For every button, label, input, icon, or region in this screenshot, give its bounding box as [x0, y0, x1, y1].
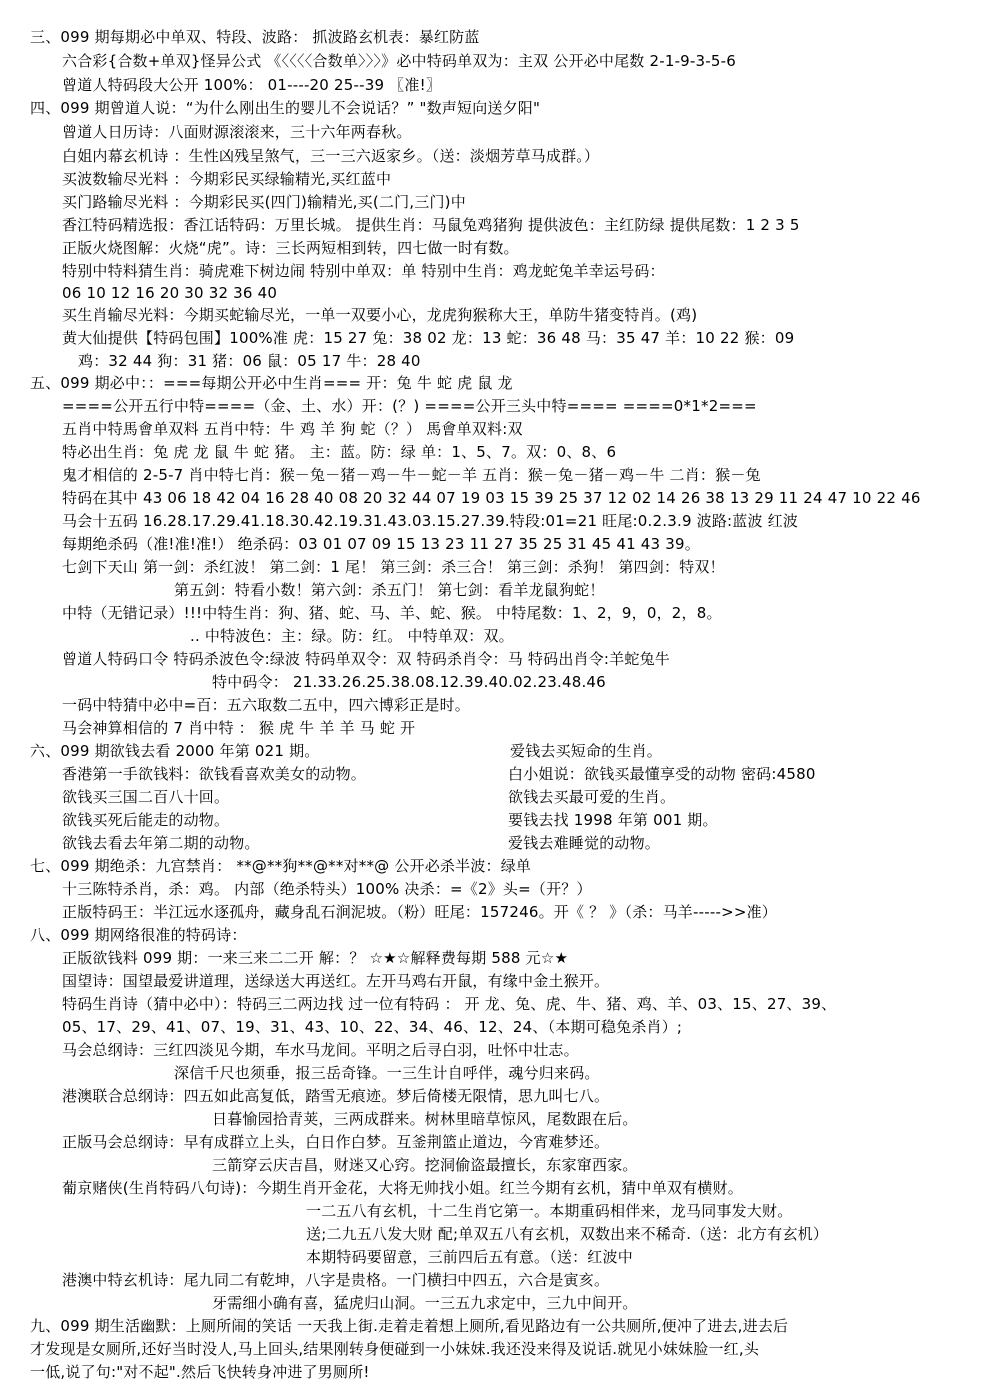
line: 一二五八有玄机，十二生肖它第一。本期重码相伴来，龙马同事发大财。 — [306, 1202, 793, 1220]
line: 六合彩{合数+单双}怪异公式 《〈〈〈〈合数单〉〉〉》必中特码单双为：主双 公开必中尾数 2-1-9-3-5-6 — [62, 52, 736, 70]
line: 曾道人特码段大公开 100%： 01----20 25--39 〖准!〗 — [62, 76, 441, 94]
line: 四、099 期曾道人说：“为什么刚出生的婴儿不会说话？” "数声短向送夕阳" — [30, 99, 541, 117]
line: 买生肖输尽光料：今期买蛇输尽光，一单一双要小心，龙虎狗猴称大王，单防牛猪变特肖。(鸡) — [62, 306, 698, 324]
line: 特中码令： 21.33.26.25.38.08.12.39.40.02.23.48.46 — [212, 673, 606, 691]
line: 六、099 期欲钱去看 2000 年第 021 期。 — [30, 742, 320, 760]
line: 三、099 期每期必中单双、特段、波路： 抓波路玄机表：暴红防蓝 — [30, 28, 480, 46]
line: 第五剑：特看小数！第六剑：杀五门！ 第七剑：看羊龙鼠狗蛇！ — [174, 581, 605, 599]
line: 日暮愉园拾青荚，三两成群来。树林里暗草惊风，尾数跟在后。 — [212, 1110, 638, 1128]
line: 才发现是女厕所,还好当时没人,马上回头,结果刚转身便碰到一小妹妹.我还没来得及说话.就见小妹妹脸一红,头 — [30, 1340, 760, 1358]
line: 要钱去找 1998 年第 001 期。 — [508, 811, 718, 829]
line: 十三陈特杀肖，杀：鸡。 内部（绝杀特头）100% 决杀：=《2》头=（开？） — [62, 880, 592, 898]
line: 特别中特料猜生肖：骑虎难下树边闹 特别中单双：单 特别中生肖：鸡龙蛇兔羊幸运号码： — [62, 262, 665, 280]
line: 正版特码王：半江远水逐孤舟，藏身乱石涧泥坡。（粉）旺尾：157246。开《 ？ 》（杀：马羊----->>准） — [62, 903, 778, 921]
line: 06 10 12 16 20 30 32 36 40 — [62, 284, 278, 302]
line: 送;二九五八发大财 配;单双五八有玄机，双数出来不稀奇.（送：北方有玄机） — [306, 1225, 829, 1243]
line: 本期特码要留意，三前四后五有意。（送：红波中 — [306, 1248, 633, 1266]
line: 七、099 期绝杀：九宫禁肖： **@**狗**@**对**@ 公开必杀半波：绿单 — [30, 857, 532, 875]
line: 买门路输尽光料 ：今期彩民买(四门)输精光,买(二门,三门)中 — [62, 193, 466, 211]
line: 香江特码精选报：香江话特码：万里长城。 提供生肖：马鼠兔鸡猪狗 提供波色：主红防绿 提供尾数：1 2 3 5 — [62, 216, 800, 234]
line: 七剑下天山 第一剑：杀红波！ 第二剑：1 尾！ 第三剑：杀三合！ 第三剑：杀狗！ 第四剑：特双！ — [62, 558, 725, 576]
line: 正版火烧图解：火烧“虎”。诗：三长两短相到转，四七做一时有数。 — [62, 239, 519, 257]
line: 八、099 期网络很准的特码诗： — [30, 926, 247, 944]
line: 正版欲钱料 099 期：一来三来二二开 解：？ ☆★☆解释费每期 588 元☆★ — [62, 949, 569, 967]
line: 一码中特猜中必中=百：五六取数二五中，四六博彩正是时。 — [62, 696, 470, 714]
line: 特必出生肖：兔 虎 龙 鼠 牛 蛇 猪。 主：蓝。防：绿 单：1、5、7。双：0、8、6 — [62, 443, 617, 461]
line: 马会十五码 16.28.17.29.41.18.30.42.19.31.43.03.15.27.39.特段:01=21 旺尾:0.2.3.9 波路:蓝波 红波 — [62, 512, 799, 530]
line: 葡京赌侠(生肖特码八句诗)：今期生肖开金花，大将无帅找小姐。红兰今期有玄机，猜中单双有横财。 — [62, 1179, 743, 1197]
line: 买波数输尽光料 ：今期彩民买绿输精光,买红蓝中 — [62, 170, 392, 188]
line: 马会神算相信的 7 肖中特 ： 猴 虎 牛 羊 羊 马 蛇 开 — [62, 719, 416, 737]
line: 马会总纲诗：三红四淡见今期，车水马龙间。平明之后寻白羽，吐怀中壮志。 — [62, 1041, 579, 1059]
line: 国望诗：国望最爱讲道理，送绿送大再送红。左开马鸡右开鼠，有缘中金土猴开。 — [62, 972, 610, 990]
line: 曾道人特码口令 特码杀波色令:绿波 特码单双令：双 特码杀肖令：马 特码出肖令:羊蛇兔牛 — [62, 650, 670, 668]
line: 曾道人日历诗：八面财源滚滚来，三十六年两春秋。 — [62, 123, 412, 141]
line: 特码在其中 43 06 18 42 04 16 28 40 08 20 32 44 07 19 03 15 39 25 37 12 02 14 26 38 13 29 11 24 47 10 22 46 — [62, 489, 921, 507]
line: 深信千尺也须垂，报三岳奇锋。一三生计自呼伴，魂兮归来码。 — [174, 1064, 600, 1082]
line: 爱钱去买短命的生肖。 — [510, 742, 663, 760]
line: 爱钱去难睡觉的动物。 — [508, 834, 661, 852]
line: 中特（无错记录）!!!中特生肖：狗、猪、蛇、马、羊、蛇、猴。 中特尾数：1、2，9，0，2，8。 — [62, 604, 722, 622]
line: ====公开五行中特====（金、土、水）开：(？) ====公开三头中特==== ====0*1*2=== — [62, 397, 757, 415]
line: 欲钱去买最可爱的生肖。 — [508, 788, 676, 806]
line: 九、099 期生活幽默：上厕所闹的笑话 一天我上街.走着走着想上厕所,看见路边有一公共厕所,便冲了进去,进去后 — [30, 1317, 789, 1335]
line: 欲钱去看去年第二期的动物。 — [62, 834, 260, 852]
line: 香港第一手欲钱料：欲钱看喜欢美女的动物。 — [62, 765, 367, 783]
line: 欲钱买三国二百八十回。 — [62, 788, 230, 806]
line: 港澳联合总纲诗：四五如此高复低，踏雪无痕迹。梦后倚楼无限情，思九叫七八。 — [62, 1087, 610, 1105]
line: 白小姐说：欲钱买最懂享受的动物 密码:4580 — [508, 765, 816, 783]
line: 鬼才相信的 2-5-7 肖中特七肖：猴－兔－猪－鸡－牛－蛇－羊 五肖：猴－兔－猪－鸡－牛 二肖：猴－兔 — [62, 466, 761, 484]
line: 一低,说了句:"对不起".然后飞快转身冲进了男厕所! — [30, 1363, 370, 1381]
line: 白姐内幕玄机诗 ：生性凶残呈煞气，三一三六返家乡。（送：淡烟芳草马成群。） — [62, 147, 600, 165]
line: 正版马会总纲诗：早有成群立上头，白日作白梦。互釜荆篮止道边，今宵难梦还。 — [62, 1133, 610, 1151]
line: .. 中特波色：主：绿。防：红。 中特单双：双。 — [190, 627, 514, 645]
line: 05、17、29、41、07、19、31、43、10、22、34、46、12、24、（本期可稳兔杀肖）; — [62, 1018, 683, 1036]
line: 鸡：32 44 狗：31 猪：06 鼠：05 17 牛：28 40 — [78, 352, 421, 370]
line: 三箭穿云庆吉昌，财迷又心窍。挖洞偷盗最擅长，东家窜西家。 — [212, 1156, 638, 1174]
line: 黄大仙提供【特码包围】100%准 虎：15 27 兔：38 02 龙：13 蛇：36 48 马：35 47 羊：10 22 猴：09 — [62, 329, 795, 347]
line: 港澳中特玄机诗：尾九同二有乾坤，八字是贵格。一门横扫中四五，六合是寅亥。 — [62, 1271, 610, 1289]
line: 牙需细小确有喜，猛虎归山洞。一三五九求定中，三九中间开。 — [212, 1294, 638, 1312]
line: 五、099 期必中：：===每期公开必中生肖=== 开：兔 牛 蛇 虎 鼠 龙 — [30, 374, 513, 392]
line: 特码生肖诗（猜中必中）：特码三二两边找 过一位有特码 ： 开 龙、兔、虎、牛、猪、鸡、羊、03、15、27、39、 — [62, 995, 837, 1013]
line: 五肖中特馬會单双料 五肖中特：牛 鸡 羊 狗 蛇（？） 馬會单双料:双 — [62, 420, 523, 438]
line: 欲钱买死后能走的动物。 — [62, 811, 230, 829]
line: 每期绝杀码（准!准!准!） 绝杀码：03 01 07 09 15 13 23 11 27 35 25 31 45 41 43 39。 — [62, 535, 700, 553]
